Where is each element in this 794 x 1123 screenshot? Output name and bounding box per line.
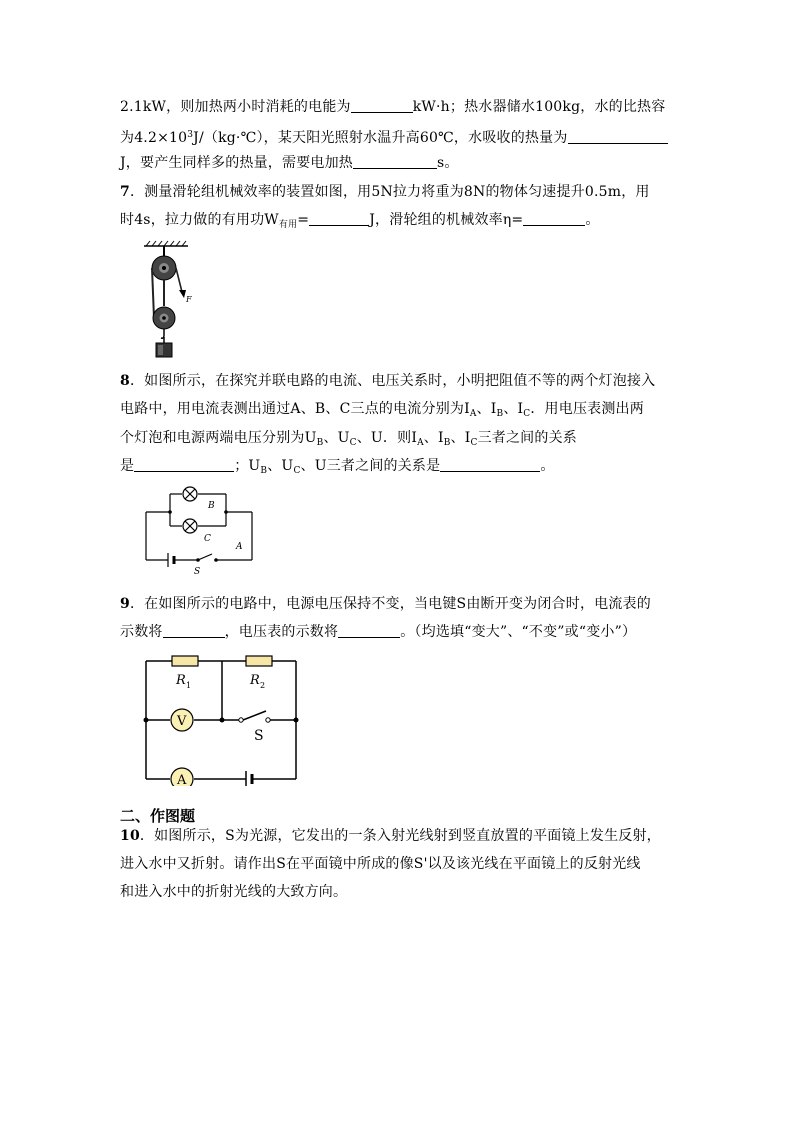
q7-text: 。 xyxy=(585,212,600,228)
r1-label: R xyxy=(176,673,186,688)
q7-line-2 xyxy=(120,210,600,235)
q7-text: J，滑轮组的机械效率η= xyxy=(369,212,524,228)
resistor-circuit-figure xyxy=(140,652,306,786)
q8-line-2 xyxy=(120,399,644,424)
q8-subscript: A xyxy=(417,438,424,448)
q6-text: 2.1kW，则加热两小时消耗的电能为 xyxy=(120,99,351,115)
q8-subscript: B xyxy=(443,438,451,448)
q8-text: 、U xyxy=(323,430,350,446)
q8-subscript: B xyxy=(260,466,268,476)
r2-subscript: 2 xyxy=(260,681,266,690)
pulley-figure xyxy=(142,240,194,362)
point-a-label: A xyxy=(236,542,243,552)
q7-text: 时4s，拉力做的有用功W xyxy=(120,212,279,228)
q6-blank-energy[interactable] xyxy=(351,97,413,113)
q8-text: 是 xyxy=(120,458,135,474)
voltmeter-label: V xyxy=(177,714,187,729)
ammeter-label: A xyxy=(177,773,187,786)
q8-text: 、U三者之间的关系是 xyxy=(300,458,441,474)
q9-blank-voltmeter[interactable] xyxy=(338,622,400,638)
q7-number: 7 xyxy=(120,184,130,200)
q6-text: kW·h；热水器储水100kg，水的比热容 xyxy=(412,99,666,115)
q8-text: ．用电压表测出两 xyxy=(530,401,644,417)
q7-subscript: 有用 xyxy=(278,220,298,230)
q8-subscript: A xyxy=(469,409,477,419)
q10-line-2 xyxy=(120,854,641,874)
parallel-circuit-figure xyxy=(140,486,270,584)
q6-blank-heat[interactable] xyxy=(568,128,668,144)
q9-blank-ammeter[interactable] xyxy=(163,622,225,638)
q6-text: 为4.2×10 xyxy=(120,130,188,146)
q8-subscript: B xyxy=(316,438,324,448)
force-label: F xyxy=(186,295,192,304)
q10-line-3 xyxy=(120,882,347,902)
q6-text: J/（kg·℃），某天阳光照射水温升高60℃，水吸收的热量为 xyxy=(193,130,568,146)
q6-line-1 xyxy=(120,97,665,117)
q8-number: 8 xyxy=(120,373,130,389)
q8-text: 、I xyxy=(450,430,471,446)
q9-number: 9 xyxy=(120,596,130,612)
q8-text: 、I xyxy=(503,401,524,417)
switch-label: S xyxy=(254,728,264,744)
q8-subscript: C xyxy=(293,466,301,476)
q6-line-3 xyxy=(120,153,459,173)
q10-text: ．如图所示，S为光源，它发出的一条入射光线射到竖直放置的平面镜上发生反射， xyxy=(139,828,661,844)
point-c-label: C xyxy=(204,534,211,544)
q8-text: 、I xyxy=(423,430,444,446)
q7-line-1 xyxy=(120,182,650,202)
q9-text: 。（均选填“变大”、“不变”或“变小”） xyxy=(400,624,637,640)
q9-line-1 xyxy=(120,594,651,614)
q8-text: ．如图所示，在探究并联电路的电流、电压关系时，小明把阻值不等的两个灯泡接入 xyxy=(129,373,656,389)
q8-line-4 xyxy=(120,456,555,481)
q8-text: 三者之间的关系 xyxy=(477,430,577,446)
q10-text: 和进入水中的折射光线的大致方向。 xyxy=(120,884,348,900)
q8-text: 。 xyxy=(540,458,555,474)
q8-text: ；U xyxy=(234,458,261,474)
q8-text: 、U．则I xyxy=(356,430,418,446)
q9-text: ．在如图所示的电路中，电源电压保持不变，当电键S由断开变为闭合时，电流表的 xyxy=(129,596,651,612)
r2-label: R xyxy=(250,673,260,688)
switch-s-label: S xyxy=(194,567,201,577)
point-b-label: B xyxy=(208,501,215,511)
q8-blank-voltage[interactable] xyxy=(440,456,540,472)
q9-text: 示数将 xyxy=(120,624,163,640)
q7-text: = xyxy=(297,212,310,228)
q10-line-1 xyxy=(120,826,661,846)
q6-blank-time[interactable] xyxy=(353,153,437,169)
q6-text: s。 xyxy=(437,155,459,171)
q7-blank-work[interactable] xyxy=(309,210,369,226)
q8-line-3 xyxy=(120,428,577,453)
q8-line-1 xyxy=(120,371,655,391)
section-title: 二、作图题 xyxy=(120,807,196,825)
q8-text: 、U xyxy=(267,458,294,474)
q9-text: ，电压表的示数将 xyxy=(224,624,339,640)
q8-text: 个灯泡和电源两端电压分别为U xyxy=(120,430,317,446)
q8-blank-current[interactable] xyxy=(134,456,234,472)
q8-subscript: B xyxy=(496,409,504,419)
q10-number: 10 xyxy=(120,828,140,844)
q8-subscript: C xyxy=(349,438,357,448)
q10-text: 进入水中又折射。请作出S在平面镜中所成的像S'以及该光线在平面镜上的反射光线 xyxy=(120,856,641,872)
q7-text: ．测量滑轮组机械效率的装置如图，用5N拉力将重为8N的物体匀速提升0.5m，用 xyxy=(129,184,650,200)
q9-line-2 xyxy=(120,622,636,642)
q6-text: J，要产生同样多的热量，需要电加热 xyxy=(120,155,354,171)
q8-text: 电路中，用电流表测出通过A、B、C三点的电流分别为I xyxy=(120,401,470,417)
q8-subscript: C xyxy=(523,409,531,419)
q7-blank-efficiency[interactable] xyxy=(523,210,585,226)
r1-subscript: 1 xyxy=(186,681,192,690)
q8-subscript: C xyxy=(470,438,478,448)
q8-text: 、I xyxy=(476,401,497,417)
q6-superscript: 3 xyxy=(187,130,194,140)
q6-line-2 xyxy=(120,125,668,148)
